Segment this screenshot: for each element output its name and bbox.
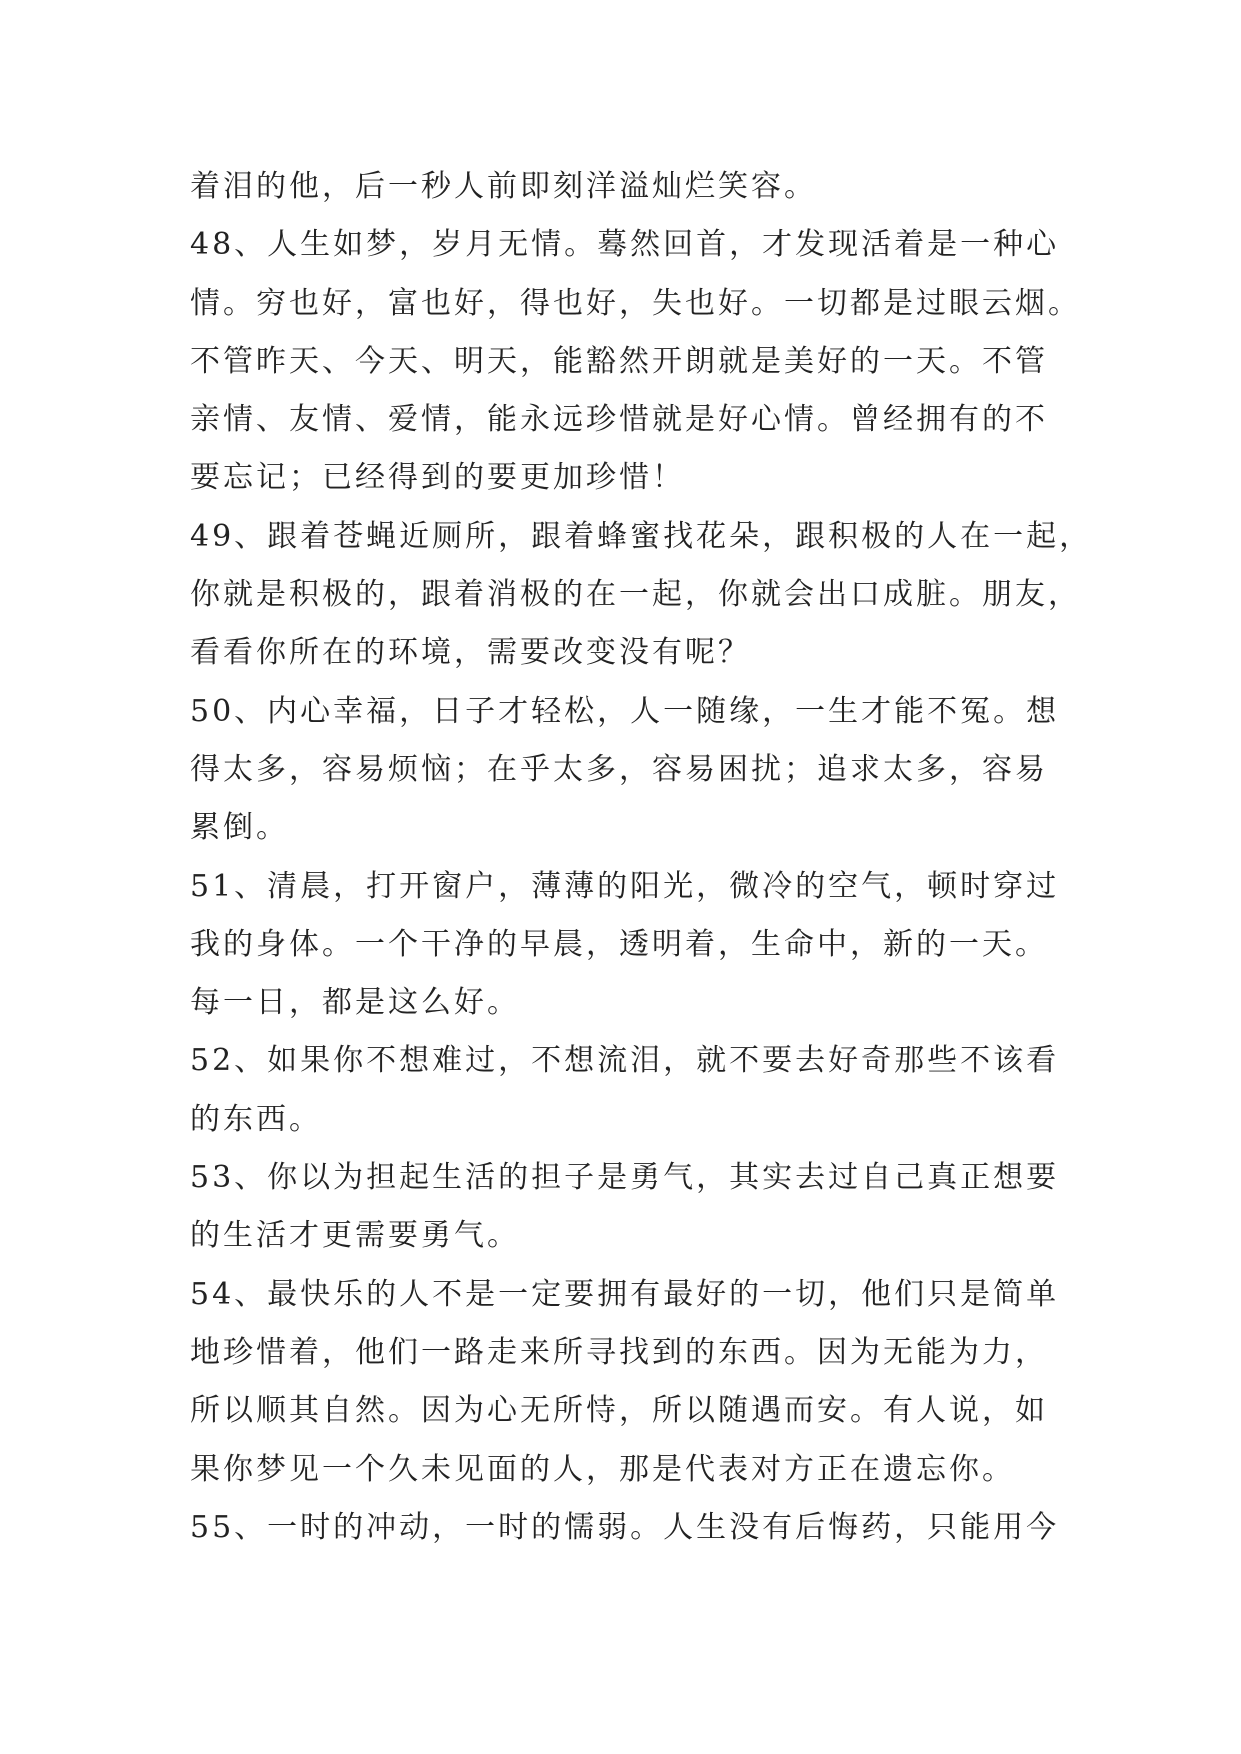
text-line: 累倒。 — [190, 810, 289, 846]
text-line: 看看你所在的环境，需要改变没有呢？ — [190, 635, 751, 671]
document-body-text — [190, 158, 1093, 1557]
text-line: 52、如果你不想难过，不想流泪，就不要去好奇那些不该看 — [190, 1043, 1060, 1079]
text-line: 得太多，容易烦恼；在乎太多，容易困扰；追求太多，容易 — [190, 751, 1048, 787]
text-line: 每一日，都是这么好。 — [190, 985, 520, 1021]
text-line: 55、一时的冲动，一时的懦弱。人生没有后悔药，只能用今 — [190, 1509, 1060, 1545]
text-line: 所以顺其自然。因为心无所恃，所以随遇而安。有人说，如 — [190, 1393, 1048, 1429]
text-line: 我的身体。一个干净的早晨，透明着，生命中，新的一天。 — [190, 926, 1048, 962]
text-line: 53、你以为担起生活的担子是勇气，其实去过自己真正想要 — [190, 1160, 1060, 1196]
text-line: 50、内心幸福，日子才轻松，人一随缘，一生才能不冤。想 — [190, 693, 1060, 729]
text-line: 你就是积极的，跟着消极的在一起，你就会出口成脏。朋友， — [190, 577, 1081, 613]
text-line: 48、人生如梦，岁月无情。蓦然回首，才发现活着是一种心 — [190, 227, 1060, 263]
text-line: 情。穷也好，富也好，得也好，失也好。一切都是过眼云烟。 — [190, 285, 1081, 321]
text-line: 的东西。 — [190, 1101, 322, 1137]
text-line: 亲情、友情、爱情，能永远珍惜就是好心情。曾经拥有的不 — [190, 402, 1048, 438]
text-line: 49、跟着苍蝇近厕所，跟着蜂蜜找花朵，跟积极的人在一起， — [190, 518, 1093, 554]
text-line: 着泪的他，后一秒人前即刻洋溢灿烂笑容。 — [190, 169, 817, 204]
text-line: 地珍惜着，他们一路走来所寻找到的东西。因为无能为力， — [190, 1334, 1048, 1370]
text-line: 的生活才更需要勇气。 — [190, 1218, 520, 1254]
text-line: 要忘记；已经得到的要更加珍惜！ — [190, 460, 685, 496]
text-line: 54、最快乐的人不是一定要拥有最好的一切，他们只是简单 — [190, 1276, 1060, 1312]
text-line: 果你梦见一个久未见面的人，那是代表对方正在遗忘你。 — [190, 1451, 1015, 1487]
text-line: 不管昨天、今天、明天，能豁然开朗就是美好的一天。不管 — [190, 343, 1048, 379]
text-line: 51、清晨，打开窗户，薄薄的阳光，微冷的空气，顿时穿过 — [190, 868, 1060, 904]
